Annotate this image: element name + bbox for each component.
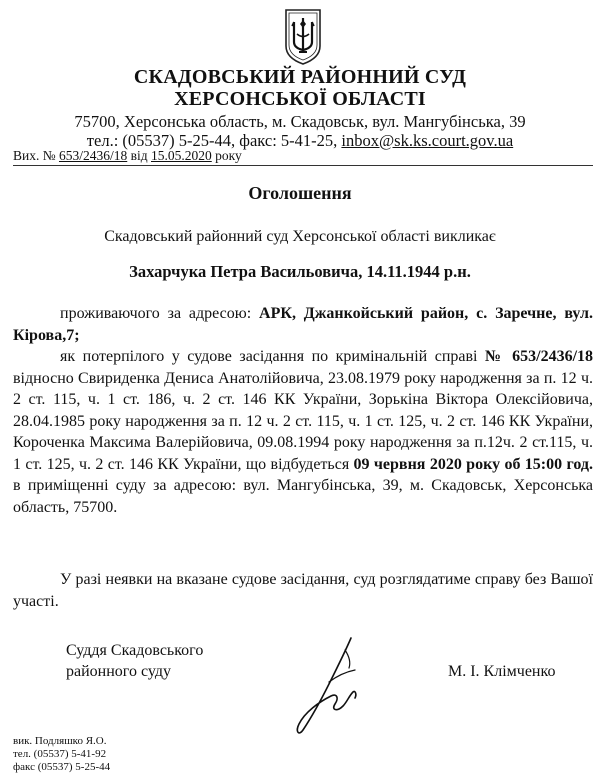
notice-title: Оголошення [248,183,352,203]
trident-coat-of-arms-icon [284,8,322,66]
residence-address: АРК, Джанкойський район, с. Заречне, вул. Кірова,7; [13,305,593,344]
case-location: в приміщенні суду за адресою: вул. Мангубінська, 39, м. Скадовськ, Херсонська область, 75700. [13,477,593,516]
court-address: 75700, Херсонська область, м. Скадовськ, вул. Мангубінська, 39 [74,112,526,131]
residence-label: проживаючого за адресою: [60,305,260,322]
executor-name: вик. Подляшко Я.О. [13,735,107,747]
outgoing-label: Вих. № [13,148,56,163]
executor-fax: факс (05537) 5-25-44 [13,761,111,773]
outgoing-date: 15.05.2020 [151,148,212,163]
notice-intro: Скадовський районний суд Херсонської області викликає [104,228,496,245]
case-lead: як потерпілого у судове засідання по кримінальній справі [60,348,478,365]
residence-paragraph [13,303,593,346]
outgoing-date-label: від [130,148,148,163]
case-paragraph [13,346,593,518]
absence-paragraph: У разі неявки на вказане судове засідання, суд розглядатиме справу без Вашої участі. [13,571,593,610]
outgoing-number [13,148,242,164]
case-details: відносно Свириденка Дениса Анатолійовича, 23.08.1979 року народження за п. 12 ч. 2 ст. 115, ч. 1 ст. 186, ч. 2 ст. 146 КК України, Зорькіна Віктора Олексійовича, 28.04.1985 року народження за п. 12 ч. 2 ст. 115, ч. 1 ст. 125, ч. 2 ст. 146 КК України, Короченка Максима Валерійовича, 09.08.1994 року народження за п.12ч. 2 ст.115, ч. 1 ст. 125, ч. 2 ст. 146 КК України, що відбудеться [13,369,593,473]
outgoing-number-value: 653/2436/18 [58,148,128,163]
summoned-person: Захарчука Петра Васильовича, 14.11.1944 р.н. [129,262,471,281]
court-name-line2: ХЕРСОНСЬКОЇ ОБЛАСТІ [174,88,426,110]
judge-name: М. І. Клімченко [448,663,556,680]
judge-title-line2: районного суду [66,663,171,680]
case-number: № 653/2436/18 [485,348,594,365]
court-email-link[interactable]: inbox@sk.ks.court.gov.ua [341,131,514,150]
header-divider [13,165,593,166]
judge-title-line1: Суддя Скадовського [66,642,204,659]
court-name-line1: СКАДОВСЬКИЙ РАЙОННИЙ СУД [133,66,467,88]
judge-title [66,640,203,682]
court-phone-fax: тел.: (05537) 5-25-44, факс: 5-41-25, [86,131,342,150]
handwritten-signature [285,632,375,737]
outgoing-suffix: року [215,148,242,163]
executor-info [13,735,110,774]
executor-phone: тел. (05537) 5-41-92 [13,748,107,760]
hearing-datetime: 09 червня 2020 року об 15:00 год. [353,455,593,473]
